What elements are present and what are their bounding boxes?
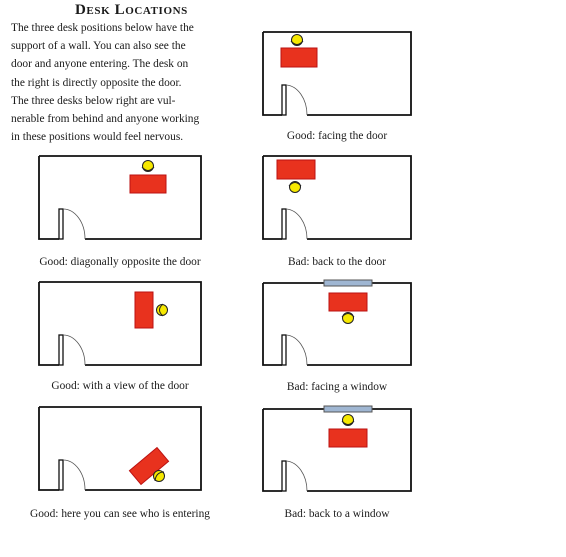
room-outline xyxy=(263,32,282,115)
panel-diagonal xyxy=(38,155,203,245)
door-swing xyxy=(286,85,307,115)
intro-line: support of a wall. You can also see the xyxy=(11,40,186,53)
caption-facing-window: Bad: facing a window xyxy=(286,381,388,393)
door-leaf xyxy=(59,460,63,490)
door-leaf xyxy=(59,209,63,239)
caption-facing-door: Good: facing the door xyxy=(286,130,388,142)
intro-line: door and anyone entering. The desk on xyxy=(11,58,189,71)
caption-diagonal: Good: diagonally opposite the door xyxy=(39,256,201,268)
door-swing xyxy=(286,461,307,491)
door-leaf xyxy=(59,335,63,365)
room-outline xyxy=(39,156,59,239)
chair-icon xyxy=(292,35,303,46)
chair-icon xyxy=(143,161,154,172)
panel-facing-window xyxy=(262,279,412,371)
intro-text xyxy=(11,19,226,146)
door-swing xyxy=(63,209,85,239)
door-leaf xyxy=(282,335,286,365)
window xyxy=(324,280,372,286)
window xyxy=(324,406,372,412)
desk xyxy=(277,160,315,179)
panel-see-entering xyxy=(38,406,203,496)
caption-see-entering: Good: here you can see who is entering xyxy=(30,508,210,520)
panel-facing-door xyxy=(262,31,412,121)
intro-line: The three desk positions below have the xyxy=(11,22,194,34)
intro-line: the right is directly opposite the door. xyxy=(11,76,182,89)
chair-icon xyxy=(343,313,354,324)
chair-icon xyxy=(290,182,301,193)
room-outline xyxy=(263,283,282,365)
door-swing xyxy=(63,335,85,365)
desk xyxy=(329,429,367,447)
caption-view-of-door: Good: with a view of the door xyxy=(51,380,189,392)
door-leaf xyxy=(282,461,286,491)
door-swing xyxy=(63,460,85,490)
door-swing xyxy=(286,209,307,239)
caption-back-to-window: Bad: back to a window xyxy=(284,508,390,520)
panel-view-of-door xyxy=(38,281,203,371)
panel-back-to-window xyxy=(262,405,412,497)
room-outline xyxy=(39,407,59,490)
intro-line: in these positions would feel nervous. xyxy=(11,131,184,144)
door-swing xyxy=(286,335,307,365)
intro-line: nerable from behind and anyone working xyxy=(11,113,200,126)
chair-icon xyxy=(343,415,354,426)
desk xyxy=(130,175,166,193)
intro-line: The three desks below right are vul- xyxy=(11,94,176,107)
room-outline xyxy=(263,409,282,491)
room-outline xyxy=(39,282,59,365)
page-title: Desk Locations xyxy=(75,2,188,18)
door-leaf xyxy=(282,85,286,115)
desk xyxy=(281,48,317,67)
panel-back-to-door xyxy=(262,155,412,245)
chair-icon xyxy=(157,305,168,316)
door-leaf xyxy=(282,209,286,239)
desk xyxy=(329,293,367,311)
caption-back-to-door: Bad: back to the door xyxy=(287,256,387,268)
desk xyxy=(135,292,153,328)
